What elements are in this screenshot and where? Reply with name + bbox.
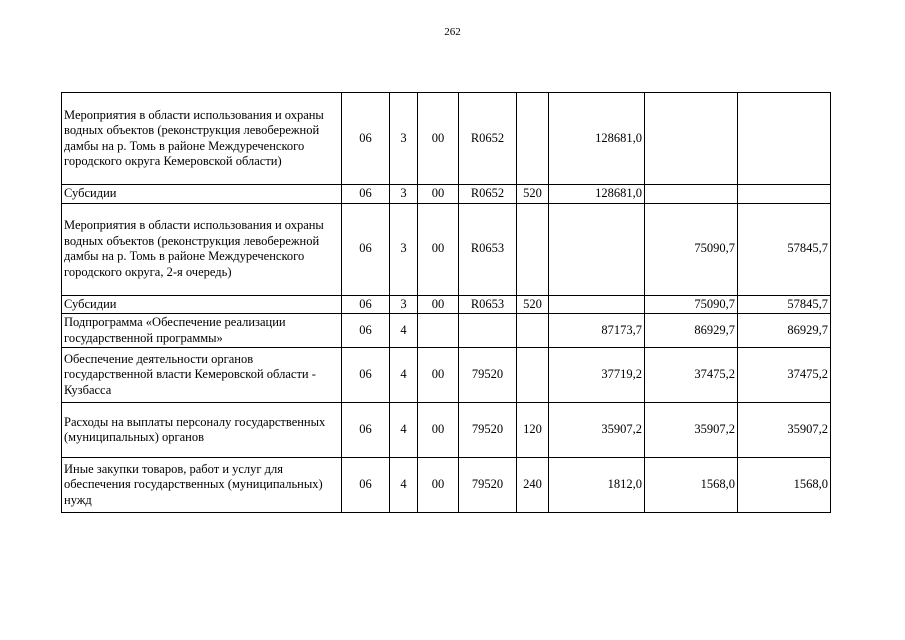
table-row (62, 458, 831, 513)
section-code: 06 (342, 185, 390, 204)
row-name: Мероприятия в области использования и охраны водных объектов (реконструкция левобережной дамбы на р. Томь в районе Междуреченского городского округа Кемеровской области) (62, 93, 342, 185)
table-row (62, 203, 831, 295)
amount-year-3 (738, 185, 831, 204)
section-code: 06 (342, 348, 390, 403)
event-code (418, 314, 459, 348)
target-code: 79520 (459, 348, 517, 403)
row-name: Обеспечение деятельности органов государственной власти Кемеровской области - Кузбасса (62, 348, 342, 403)
budget-table (61, 92, 831, 513)
amount-year-3: 57845,7 (738, 295, 831, 314)
table-row (62, 403, 831, 458)
amount-year-2: 75090,7 (645, 203, 738, 295)
table-row (62, 295, 831, 314)
amount-year-1: 87173,7 (549, 314, 645, 348)
page-number: 262 (444, 26, 461, 38)
amount-year-2: 35907,2 (645, 403, 738, 458)
expense-type: 520 (517, 295, 549, 314)
amount-year-2 (645, 93, 738, 185)
target-code: 79520 (459, 458, 517, 513)
row-name: Подпрограмма «Обеспечение реализации государственной программы» (62, 314, 342, 348)
amount-year-1 (549, 203, 645, 295)
expense-type (517, 93, 549, 185)
expense-type (517, 203, 549, 295)
target-code: R0653 (459, 295, 517, 314)
section-code: 06 (342, 93, 390, 185)
table-row (62, 185, 831, 204)
section-code: 06 (342, 458, 390, 513)
section-code: 06 (342, 203, 390, 295)
target-code: R0652 (459, 185, 517, 204)
subprogram-code: 3 (390, 185, 418, 204)
event-code: 00 (418, 203, 459, 295)
event-code: 00 (418, 295, 459, 314)
amount-year-1: 1812,0 (549, 458, 645, 513)
section-code: 06 (342, 314, 390, 348)
event-code: 00 (418, 458, 459, 513)
amount-year-2 (645, 185, 738, 204)
expense-type: 120 (517, 403, 549, 458)
event-code: 00 (418, 185, 459, 204)
event-code: 00 (418, 348, 459, 403)
table-row (62, 93, 831, 185)
amount-year-3 (738, 93, 831, 185)
target-code (459, 314, 517, 348)
amount-year-3: 57845,7 (738, 203, 831, 295)
row-name: Субсидии (62, 295, 342, 314)
event-code: 00 (418, 403, 459, 458)
amount-year-3: 37475,2 (738, 348, 831, 403)
amount-year-2: 1568,0 (645, 458, 738, 513)
row-name: Мероприятия в области использования и охраны водных объектов (реконструкция левобережной дамбы на р. Томь в районе Междуреченского городского округа, 2-я очередь) (62, 203, 342, 295)
expense-type: 520 (517, 185, 549, 204)
amount-year-1: 37719,2 (549, 348, 645, 403)
section-code: 06 (342, 295, 390, 314)
subprogram-code: 3 (390, 295, 418, 314)
table-row (62, 314, 831, 348)
row-name: Субсидии (62, 185, 342, 204)
subprogram-code: 4 (390, 458, 418, 513)
subprogram-code: 4 (390, 403, 418, 458)
amount-year-3: 1568,0 (738, 458, 831, 513)
expense-type: 240 (517, 458, 549, 513)
amount-year-3: 86929,7 (738, 314, 831, 348)
section-code: 06 (342, 403, 390, 458)
amount-year-3: 35907,2 (738, 403, 831, 458)
subprogram-code: 4 (390, 348, 418, 403)
event-code: 00 (418, 93, 459, 185)
row-name: Расходы на выплаты персоналу государственных (муниципальных) органов (62, 403, 342, 458)
amount-year-2: 86929,7 (645, 314, 738, 348)
row-name: Иные закупки товаров, работ и услуг для обеспечения государственных (муниципальных) нужд (62, 458, 342, 513)
amount-year-2: 37475,2 (645, 348, 738, 403)
subprogram-code: 3 (390, 203, 418, 295)
table-row (62, 348, 831, 403)
amount-year-1 (549, 295, 645, 314)
expense-type (517, 348, 549, 403)
expense-type (517, 314, 549, 348)
target-code: R0652 (459, 93, 517, 185)
subprogram-code: 4 (390, 314, 418, 348)
amount-year-1: 35907,2 (549, 403, 645, 458)
amount-year-2: 75090,7 (645, 295, 738, 314)
amount-year-1: 128681,0 (549, 93, 645, 185)
target-code: R0653 (459, 203, 517, 295)
amount-year-1: 128681,0 (549, 185, 645, 204)
target-code: 79520 (459, 403, 517, 458)
subprogram-code: 3 (390, 93, 418, 185)
